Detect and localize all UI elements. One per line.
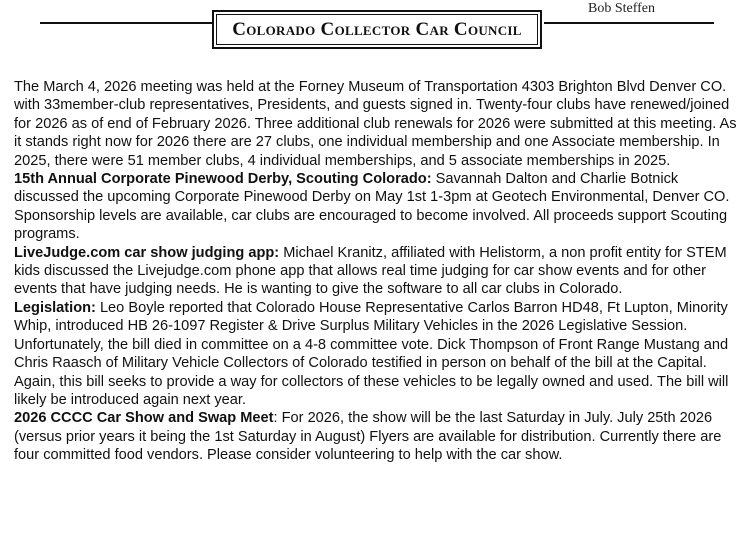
header-rule-left [40, 22, 212, 24]
paragraph-legislation [14, 299, 744, 409]
article-body [14, 78, 744, 465]
paragraph-pinewood-derby [14, 170, 744, 244]
paragraph-text: Savannah Dalton and Charlie Botnick discussed the upcoming Corporate Pinewood Derby on May 1st 1-3pm at Geotech Environmental, Denver CO. Sponsorship levels are available, car clubs are encouraged to become involved. All proceeds support Scouting programs. [14, 171, 730, 243]
paragraph-car-show [14, 409, 744, 464]
paragraph-text: The March 4, 2026 meeting was held at the Forney Museum of Transportation 4303 Brighton Blvd Denver CO. with 33member-club representatives, Presidents, and guests signed in. Twenty-four clubs have renewed/joined for 2026 as of end of February 2026. Three additional club renewals for 2026 were submitted at this meeting. As it stands right now for 2026 there are 27 clubs, one individual membership and one Associate membership. In 2025, there were 51 member clubs, 4 individual memberships, and 5 associate memberships in 2025. [14, 79, 737, 169]
paragraph-text: : For 2026, the show will be the last Saturday in July. July 25th 2026 (versus prior years it being the 1st Saturday in August) Flyers are available for distribution. Currently there are four committed food vendors. Please consider volunteering to help with the car show. [14, 410, 722, 464]
paragraph-heading: 2026 CCCC Car Show and Swap Meet [14, 410, 274, 427]
paragraph-livejudge [14, 244, 744, 299]
author-name: Bob Steffen [588, 1, 656, 16]
paragraph-text: Michael Kranitz, affiliated with Helistorm, a non profit entity for STEM kids discussed the Livejudge.com phone app that allows real time judging for car show events and for other events that have judging needs. He is wanting to give the software to all car clubs in Colorado. [14, 244, 727, 298]
paragraph-heading: Legislation: [14, 299, 96, 316]
paragraph-heading: LiveJudge.com car show judging app: [14, 244, 280, 261]
paragraph-text: Leo Boyle reported that Colorado House Representative Carlos Barron HD48, Ft Lupton, Minority Whip, introduced HB 26-1097 Register & Drive Surplus Military Vehicles in the 2026 Legislative Session. Unfortunately, the bill died in committee on a 4-8 committee vote. Dick Thompson of Front Range Mustang and Chris Raasch of Military Vehicle Collectors of Colorado testified in person on behalf of the bill at the Capital. Again, this bill seeks to provide a way for collectors of these vehicles to be legally owned and used. The bill will likely be introduced again next year. [14, 299, 729, 408]
header-rule-right [544, 22, 714, 24]
paragraph-heading: 15th Annual Corporate Pinewood Derby, Scouting Colorado: [14, 171, 432, 188]
newsletter-title: Colorado Collector Car Council [212, 10, 542, 49]
paragraph-meeting-summary [14, 78, 744, 170]
